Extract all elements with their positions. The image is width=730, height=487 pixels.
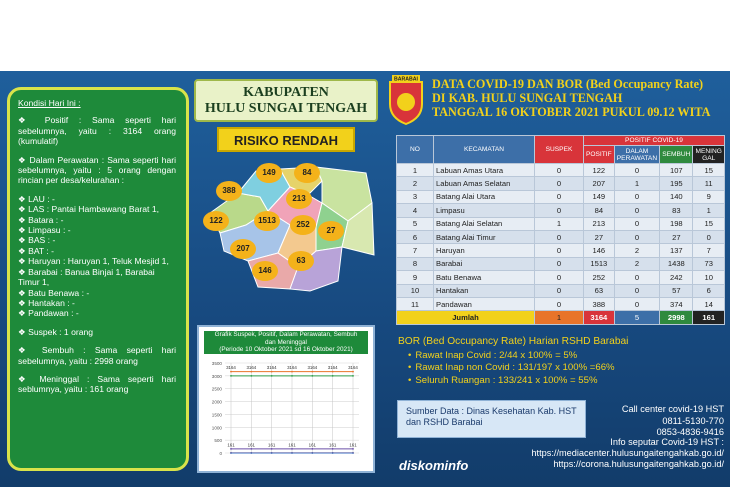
col-no: NO xyxy=(397,136,434,164)
data-label: 161 xyxy=(288,442,296,448)
col-sembuh: SEMBUH xyxy=(660,146,693,164)
cell-positif: 84 xyxy=(584,204,615,217)
map-label: 207 xyxy=(230,239,256,259)
desa-line: ❖ Hantakan : - xyxy=(18,297,75,308)
total-suspek: 1 xyxy=(535,311,584,324)
cell-sembuh: 195 xyxy=(660,177,693,190)
y-tick-label: 1000 xyxy=(211,425,222,431)
data-label: 161 xyxy=(268,442,276,448)
data-point xyxy=(311,371,313,373)
table-row xyxy=(397,271,725,284)
data-label: 3164 xyxy=(246,365,257,371)
cell-sembuh: 374 xyxy=(660,297,693,310)
cell-positif: 207 xyxy=(584,177,615,190)
total-row xyxy=(397,311,725,324)
data-point xyxy=(271,452,273,454)
data-point xyxy=(271,375,273,377)
data-point xyxy=(230,452,232,454)
perawatan-item: ❖ Dalam Perawatan : Sama seperti hari sebelumnya, yaitu : 5 orang dengan rincian per desa/kelurahan : xyxy=(18,154,176,186)
desa-line: ❖ BAT : - xyxy=(18,245,55,256)
map-label: 252 xyxy=(290,215,316,235)
cell-sembuh: 242 xyxy=(660,271,693,284)
y-tick-label: 3000 xyxy=(211,373,222,379)
map-label: 388 xyxy=(216,181,242,201)
col-suspek: SUSPEK xyxy=(535,136,584,164)
table-row xyxy=(397,204,725,217)
cell-dalam: 0 xyxy=(614,164,660,177)
desa-line: ❖ Batara : - xyxy=(18,214,64,225)
chart-plot xyxy=(199,355,373,473)
title-line-1: DATA COVID-19 DAN BOR (Bed Occupancy Rate) xyxy=(432,77,704,91)
bor-title: BOR (Bed Occupancy Rate) Harian RSHD Barabai xyxy=(398,336,629,347)
desa-line: ❖ Limpasu : - xyxy=(18,225,71,236)
cell-sembuh: 83 xyxy=(660,204,693,217)
col-dalam-perawatan: DALAM PERAWATAN xyxy=(614,146,660,164)
data-point xyxy=(250,375,252,377)
positif-item: ❖ Positif : Sama seperti hari sebelumnya, yaitu : 3164 orang (kumulatif) xyxy=(18,115,177,147)
data-point xyxy=(352,448,354,450)
col-meninggal: MENING GAL xyxy=(693,146,725,164)
cell-suspek: 0 xyxy=(535,204,584,217)
bor-item: • Rawat Inap non Covid : 131/197 x 100% =66% xyxy=(408,362,718,375)
map-label: 84 xyxy=(294,163,320,183)
data-point xyxy=(291,452,293,454)
data-point xyxy=(352,375,354,377)
infographic-poster xyxy=(0,71,730,487)
cell-sembuh: 140 xyxy=(660,190,693,203)
cell-positif: 388 xyxy=(584,297,615,310)
map-label: 27 xyxy=(318,221,344,241)
cell-suspek: 0 xyxy=(535,230,584,243)
data-label: 161 xyxy=(308,442,316,448)
report-title xyxy=(432,77,728,119)
desa-line: ❖ LAU : - xyxy=(18,193,55,204)
data-point xyxy=(332,448,334,450)
cell-suspek: 1 xyxy=(535,217,584,230)
data-label: 161 xyxy=(227,442,235,448)
cell-sembuh: 57 xyxy=(660,284,693,297)
cell-no: 10 xyxy=(397,284,434,297)
covid-data-table xyxy=(396,135,725,325)
cell-dalam: 0 xyxy=(614,297,660,310)
title-line-3: TANGGAL 16 OKTOBER 2021 PUKUL 09.12 WITA xyxy=(432,105,711,119)
panel-title: Kondisi Hari Ini : xyxy=(18,98,81,108)
data-label: 3164 xyxy=(307,365,318,371)
desa-line: ❖ Pandawan : - xyxy=(18,308,79,319)
data-point xyxy=(230,448,232,450)
data-label: 3164 xyxy=(266,365,277,371)
cell-suspek: 0 xyxy=(535,257,584,270)
data-point xyxy=(311,375,313,377)
desa-line: ❖ Haruyan : Haruyan 1, Teluk Mesjid 1, xyxy=(18,256,169,267)
cell-meninggal: 10 xyxy=(693,271,725,284)
col-group-positif: POSITIF COVID-19 xyxy=(584,136,725,146)
cell-meninggal: 1 xyxy=(693,204,725,217)
data-point xyxy=(230,371,232,373)
y-tick-label: 3500 xyxy=(211,361,222,366)
data-point xyxy=(332,452,334,454)
cell-positif: 1513 xyxy=(584,257,615,270)
cell-positif: 149 xyxy=(584,190,615,203)
data-point xyxy=(271,371,273,373)
y-tick-label: 2000 xyxy=(211,399,222,405)
url-corona[interactable]: https://corona.hulusungaitengahkab.go.id/ xyxy=(553,458,724,469)
cell-sembuh: 137 xyxy=(660,244,693,257)
table-row xyxy=(397,164,725,177)
data-label: 161 xyxy=(349,442,357,448)
data-point xyxy=(250,448,252,450)
kab-line-2: HULU SUNGAI TENGAH xyxy=(204,101,368,116)
col-kecamatan: KECAMATAN xyxy=(434,136,535,164)
cell-no: 6 xyxy=(397,230,434,243)
data-point xyxy=(230,375,232,377)
cell-positif: 63 xyxy=(584,284,615,297)
data-label: 3164 xyxy=(226,365,236,371)
cell-sembuh: 27 xyxy=(660,230,693,243)
cell-kec: Hantakan xyxy=(434,284,535,297)
total-positif: 3164 xyxy=(584,311,615,324)
data-point xyxy=(291,448,293,450)
table-row xyxy=(397,217,725,230)
cell-no: 2 xyxy=(397,177,434,190)
url-mediacenter[interactable]: https://mediacenter.hulusungaitengahkab.go.id/ xyxy=(531,448,724,459)
cell-kec: Batu Benawa xyxy=(434,271,535,284)
info-title: Info seputar Covid-19 HST : xyxy=(610,437,724,448)
table-row xyxy=(397,190,725,203)
cell-no: 1 xyxy=(397,164,434,177)
data-label: 161 xyxy=(247,442,255,448)
col-positif: POSITIF xyxy=(584,146,615,164)
cell-meninggal: 0 xyxy=(693,230,725,243)
cell-no: 8 xyxy=(397,257,434,270)
desa-line: ❖ Batu Benawa : - xyxy=(18,287,90,298)
data-label: 3164 xyxy=(327,365,338,371)
chart-title-line-3: (Periode 10 Oktober 2021 sd 16 Oktober 2021) xyxy=(219,346,353,354)
cell-sembuh: 198 xyxy=(660,217,693,230)
desa-line: ❖ BAS : - xyxy=(18,235,56,246)
data-point xyxy=(311,448,313,450)
y-tick-label: 500 xyxy=(214,438,222,444)
phone-1[interactable]: 0811-5130-770 xyxy=(662,415,724,426)
data-point xyxy=(332,375,334,377)
logo-label: BARABAI xyxy=(394,76,418,83)
cell-kec: Batang Alai Timur xyxy=(434,230,535,243)
data-point xyxy=(352,371,354,373)
sembuh-item: ❖ Sembuh : Sama seperti hari sebelumnya, yaitu : 2998 orang xyxy=(18,345,176,366)
cell-meninggal: 15 xyxy=(693,217,725,230)
desa-line: ❖ Barabai : Banua Binjai 1, Barabai Timur 1, xyxy=(18,266,155,288)
diskominfo-label: diskominfo xyxy=(399,458,469,473)
call-center-title: Call center covid-19 HST xyxy=(621,404,724,414)
cell-dalam: 0 xyxy=(614,230,660,243)
cell-meninggal: 14 xyxy=(693,297,725,310)
data-point xyxy=(352,452,354,454)
phone-2[interactable]: 0853-4836-9416 xyxy=(656,426,724,437)
cell-suspek: 0 xyxy=(535,177,584,190)
cell-positif: 27 xyxy=(584,230,615,243)
bor-section xyxy=(398,336,718,387)
cell-positif: 122 xyxy=(584,164,615,177)
cell-dalam: 0 xyxy=(614,204,660,217)
kondisi-hari-ini-panel xyxy=(7,87,189,471)
district-map xyxy=(198,163,376,295)
cell-meninggal: 6 xyxy=(693,284,725,297)
total-sembuh: 2998 xyxy=(660,311,693,324)
cell-suspek: 0 xyxy=(535,164,584,177)
cell-meninggal: 7 xyxy=(693,244,725,257)
cell-no: 4 xyxy=(397,204,434,217)
map-label: 146 xyxy=(252,261,278,281)
kabupaten-logo xyxy=(386,74,426,126)
cell-no: 3 xyxy=(397,190,434,203)
contact-info xyxy=(504,404,724,470)
cell-kec: Pandawan xyxy=(434,297,535,310)
map-label: 1513 xyxy=(254,211,280,231)
desa-line: ❖ LAS : Pantai Hambawang Barat 1, xyxy=(18,204,159,215)
cell-dalam: 0 xyxy=(614,271,660,284)
cell-no: 5 xyxy=(397,217,434,230)
data-point xyxy=(332,371,334,373)
bor-item: • Seluruh Ruangan : 133/241 x 100% = 55% xyxy=(408,375,718,388)
data-point xyxy=(250,452,252,454)
data-point xyxy=(250,371,252,373)
table-row xyxy=(397,244,725,257)
chart-title-line-1: Grafik Suspek, Positif, Dalam Perawatan, Sembuh xyxy=(214,331,358,338)
risk-badge: RISIKO RENDAH xyxy=(217,127,355,152)
cell-meninggal: 11 xyxy=(693,177,725,190)
cell-dalam: 2 xyxy=(614,257,660,270)
source-box: Sumber Data : Dinas Kesehatan Kab. HST dan RSHD Barabai xyxy=(397,400,586,438)
cell-meninggal: 73 xyxy=(693,257,725,270)
title-line-2: DI KAB. HULU SUNGAI TENGAH xyxy=(432,91,623,105)
cell-kec: Batang Alai Utara xyxy=(434,190,535,203)
data-point xyxy=(291,371,293,373)
diskominfo-logo xyxy=(397,454,487,476)
chart-title-line-2: dan Meninggal xyxy=(265,338,307,346)
cell-positif: 213 xyxy=(584,217,615,230)
cell-dalam: 0 xyxy=(614,217,660,230)
total-meninggal: 161 xyxy=(693,311,725,324)
cell-dalam: 0 xyxy=(614,284,660,297)
cell-dalam: 1 xyxy=(614,177,660,190)
cell-kec: Barabai xyxy=(434,257,535,270)
data-point xyxy=(311,452,313,454)
cell-suspek: 0 xyxy=(535,190,584,203)
cell-kec: Limpasu xyxy=(434,204,535,217)
table-row xyxy=(397,284,725,297)
table-row xyxy=(397,297,725,310)
desa-list xyxy=(18,194,176,319)
cell-kec: Labuan Amas Selatan xyxy=(434,177,535,190)
data-label: 161 xyxy=(329,442,337,448)
cell-positif: 252 xyxy=(584,271,615,284)
y-tick-label: 0 xyxy=(219,451,222,456)
cell-kec: Haruyan xyxy=(434,244,535,257)
cell-no: 11 xyxy=(397,297,434,310)
table-row xyxy=(397,230,725,243)
cell-sembuh: 1438 xyxy=(660,257,693,270)
data-label: 3164 xyxy=(287,365,297,371)
cell-sembuh: 107 xyxy=(660,164,693,177)
map-label: 149 xyxy=(256,163,282,183)
cell-suspek: 0 xyxy=(535,244,584,257)
kabupaten-title xyxy=(194,79,378,122)
map-label: 213 xyxy=(286,189,312,209)
meninggal-item: ❖ Meninggal : Sama seperti hari seblumnya, yaitu : 161 orang xyxy=(18,373,176,395)
cell-dalam: 0 xyxy=(614,190,660,203)
y-tick-label: 2500 xyxy=(211,386,222,392)
cell-kec: Labuan Amas Utara xyxy=(434,164,535,177)
map-label: 63 xyxy=(288,251,314,271)
total-label: Jumlah xyxy=(397,311,535,324)
cell-dalam: 2 xyxy=(614,244,660,257)
cell-positif: 146 xyxy=(584,244,615,257)
cell-no: 7 xyxy=(397,244,434,257)
data-point xyxy=(271,448,273,450)
chart-header xyxy=(204,331,368,354)
cell-no: 9 xyxy=(397,271,434,284)
y-tick-label: 1500 xyxy=(211,412,222,418)
table-row xyxy=(397,177,725,190)
cell-suspek: 0 xyxy=(535,284,584,297)
trend-chart xyxy=(197,325,375,473)
cell-suspek: 0 xyxy=(535,271,584,284)
map-label: 122 xyxy=(203,211,229,231)
cell-suspek: 0 xyxy=(535,297,584,310)
data-point xyxy=(291,375,293,377)
bor-item: • Rawat Inap Covid : 2/44 x 100% = 5% xyxy=(408,350,718,363)
cell-meninggal: 9 xyxy=(693,190,725,203)
table-row xyxy=(397,257,725,270)
cell-kec: Batang Alai Selatan xyxy=(434,217,535,230)
cell-meninggal: 15 xyxy=(693,164,725,177)
suspek-item: ❖ Suspek : 1 orang xyxy=(18,326,94,337)
kab-line-1: KABUPATEN xyxy=(243,85,329,100)
total-dalam: 5 xyxy=(614,311,660,324)
data-label: 3164 xyxy=(348,365,358,371)
bor-list xyxy=(398,350,718,388)
